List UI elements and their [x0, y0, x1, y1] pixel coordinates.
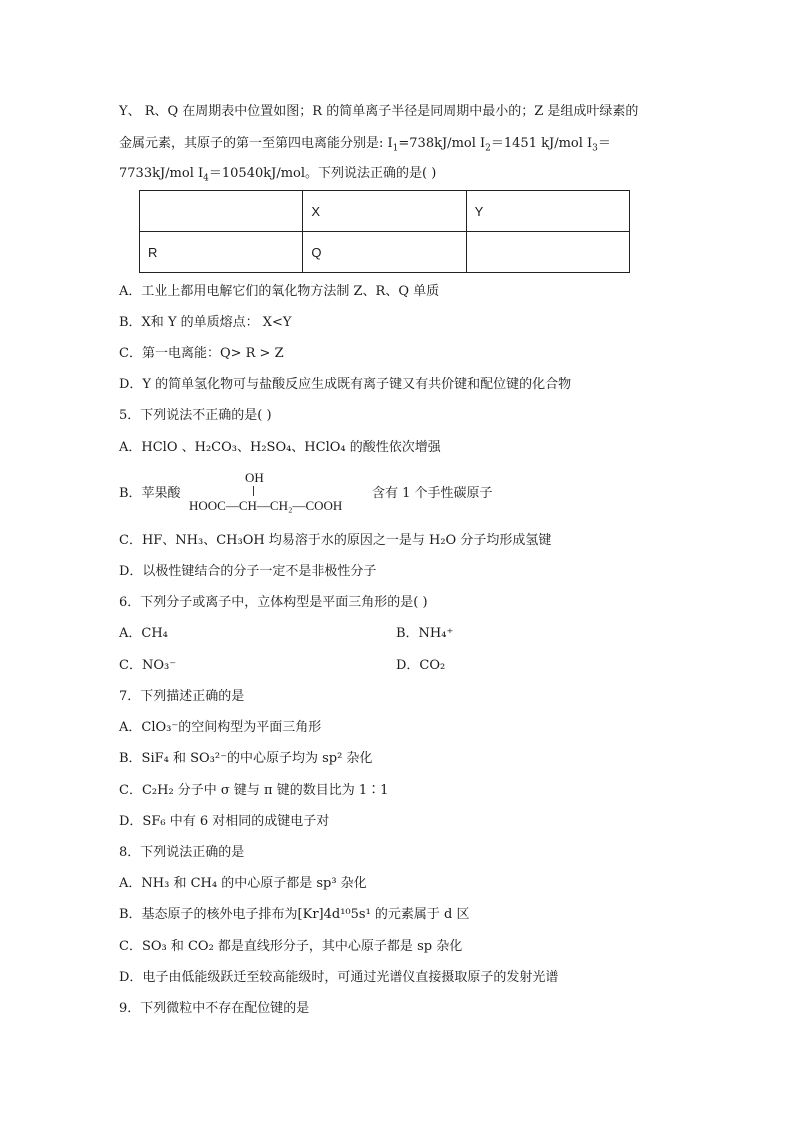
subscript: 2	[485, 143, 491, 154]
intro-line-2c: ＝1451 kJ/mol I	[490, 136, 593, 151]
table-cell	[466, 232, 629, 273]
q7-option-d: D．SF₆ 中有 6 对相同的成键电子对	[119, 814, 330, 829]
q8-option-a: A．NH₃ 和 CH₄ 的中心原子都是 sp³ 杂化	[119, 876, 367, 891]
q6-option-c: C．NO₃⁻	[119, 658, 177, 673]
q5-option-c: C．HF、NH₃、CH₃OH 均易溶于水的原因之一是与 H₂O 分子均形成氢键	[119, 533, 552, 548]
bond-line	[253, 486, 254, 496]
q7-option-a: A．ClO₃⁻的空间构型为平面三角形	[119, 720, 322, 735]
subscript: 4	[203, 173, 209, 184]
subscript: 1	[392, 143, 399, 154]
intro-line-1: Y、 R、Q 在周期表中位置如图；R 的简单离子半径是同周期中最小的；Z 是组成叶绿素的	[119, 104, 639, 119]
table-row	[140, 232, 630, 273]
periodic-table-fragment	[139, 190, 630, 273]
intro-line-2	[119, 134, 611, 154]
q5-option-d: D．以极性键结合的分子一定不是非极性分子	[119, 564, 377, 579]
q7-option-b: B．SiF₄ 和 SO₃²⁻的中心原子均为 sp² 杂化	[119, 751, 373, 766]
carbon-chain: HOOC—CH—CH₂—COOH	[189, 498, 343, 513]
q5-stem: 5．下列说法不正确的是( )	[119, 408, 272, 423]
intro-line-3	[119, 164, 436, 184]
q5-option-b-prefix: B．苹果酸	[119, 486, 181, 501]
intro-line-3a: 7733kJ/mol I	[119, 166, 204, 181]
subscript: 3	[592, 143, 598, 154]
q8-option-b: B．基态原子的核外电子排布为[Kr]4d¹⁰5s¹ 的元素属于 d 区	[119, 907, 470, 922]
q9-stem: 9．下列微粒中不存在配位键的是	[119, 1001, 310, 1016]
table-cell: X	[303, 191, 466, 232]
intro-line-2d: ＝	[597, 136, 611, 151]
table-cell: R	[140, 232, 303, 273]
q4-option-c: C．第一电离能：Q> R > Z	[119, 346, 284, 361]
q8-option-d: D．电子由低能级跃迁至较高能级时，可通过光谱仪直接摄取原子的发射光谱	[119, 970, 559, 985]
q6-stem: 6．下列分子或离子中，立体构型是平面三角形的是( )	[119, 595, 428, 610]
q7-stem: 7．下列描述正确的是	[119, 689, 245, 704]
table-row	[140, 191, 630, 232]
table-cell	[140, 191, 303, 232]
q6-option-d: D．CO₂	[396, 658, 446, 673]
intro-line-3b: ＝10540kJ/mol。下列说法正确的是( )	[208, 166, 437, 181]
hydroxyl-label: OH	[245, 470, 264, 485]
q4-option-b: B．X和 Y 的单质熔点： X<Y	[119, 315, 292, 330]
q6-option-a: A．CH₄	[119, 626, 168, 641]
intro-line-2b: =738kJ/mol I	[398, 136, 486, 151]
intro-line-2a: 金属元素，其原子的第一至第四电离能分别是: I	[119, 136, 393, 151]
q7-option-c: C．C₂H₂ 分子中 σ 键与 π 键的数目比为 1∶1	[119, 783, 389, 798]
q8-stem: 8．下列说法正确的是	[119, 845, 245, 860]
q6-option-b: B．NH₄⁺	[396, 626, 454, 641]
q8-option-c: C．SO₃ 和 CO₂ 都是直线形分子，其中心原子都是 sp 杂化	[119, 939, 463, 954]
table-cell: Q	[303, 232, 466, 273]
table-cell: Y	[466, 191, 629, 232]
q4-option-a: A．工业上都用电解它们的氧化物方法制 Z、R、Q 单质	[119, 284, 440, 299]
q4-option-d: D．Y 的简单氢化物可与盐酸反应生成既有离子键又有共价键和配位键的化合物	[119, 377, 572, 392]
q5-option-a: A．HClO 、H₂CO₃、H₂SO₄、HClO₄ 的酸性依次增强	[119, 440, 441, 455]
q5-option-b-suffix: 含有 1 个手性碳原子	[372, 486, 493, 501]
